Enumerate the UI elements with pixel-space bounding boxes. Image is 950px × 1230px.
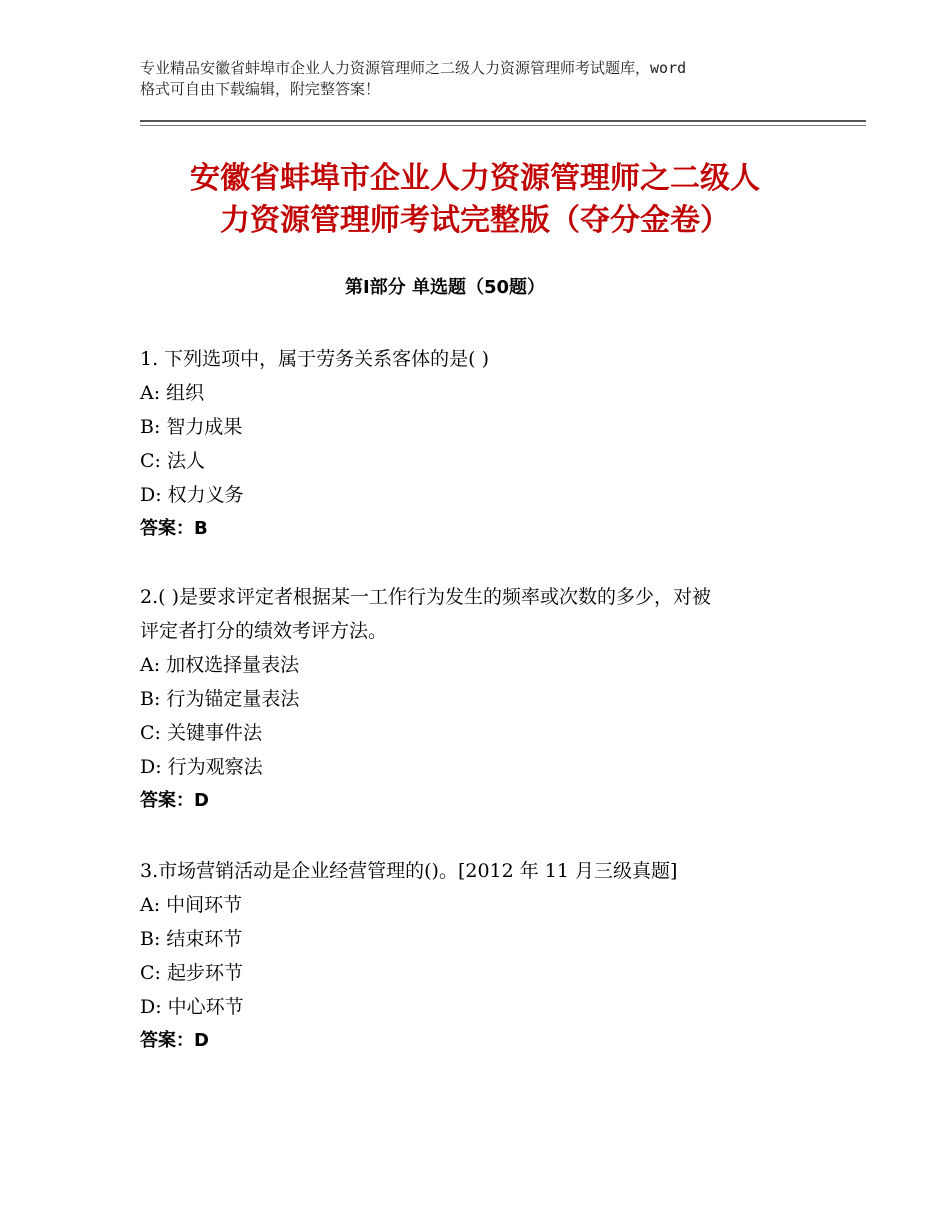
answer: 答案：B — [140, 518, 208, 539]
header-note-line-1: 专业精品安徽省蚌埠市企业人力资源管理师之二级人力资源管理师考试题库，word — [140, 59, 687, 77]
question-1 — [140, 342, 820, 546]
option-b: B: 行为锚定量表法 — [140, 688, 300, 710]
option-d: D: 中心环节 — [140, 996, 244, 1018]
header-rule-thin — [140, 125, 866, 126]
option-a: A: 中间环节 — [140, 894, 243, 916]
question-2 — [140, 580, 820, 818]
option-d: D: 权力义务 — [140, 484, 244, 506]
document-title — [110, 158, 840, 242]
option-c: C: 关键事件法 — [140, 722, 262, 744]
question-stem: 3.市场营销活动是企业经营管理的()。[2012 年 11 月三级真题] — [140, 860, 678, 882]
document-title-line-2: 力资源管理师考试完整版（夺分金卷） — [220, 203, 730, 238]
header-note — [140, 58, 830, 100]
option-c: C: 起步环节 — [140, 962, 243, 984]
option-a: A: 加权选择量表法 — [140, 654, 300, 676]
question-stem-continued: 评定者打分的绩效考评方法。 — [140, 620, 388, 642]
answer: 答案：D — [140, 790, 209, 811]
option-b: B: 结束环节 — [140, 928, 243, 950]
question-3 — [140, 854, 820, 1058]
answer: 答案：D — [140, 1030, 209, 1051]
header-rule-thick — [140, 120, 866, 122]
header-note-line-2: 格式可自由下载编辑，附完整答案！ — [140, 80, 381, 98]
option-d: D: 行为观察法 — [140, 756, 263, 778]
section-title: 第Ⅰ部分 单选题（50题） — [344, 277, 545, 298]
question-stem: 1. 下列选项中，属于劳务关系客体的是( ) — [140, 348, 490, 370]
question-stem: 2.( )是要求评定者根据某一工作行为发生的频率或次数的多少，对被 — [140, 586, 711, 608]
option-b: B: 智力成果 — [140, 416, 243, 438]
document-title-line-1: 安徽省蚌埠市企业人力资源管理师之二级人 — [190, 161, 760, 196]
option-c: C: 法人 — [140, 450, 205, 472]
option-a: A: 组织 — [140, 382, 205, 404]
